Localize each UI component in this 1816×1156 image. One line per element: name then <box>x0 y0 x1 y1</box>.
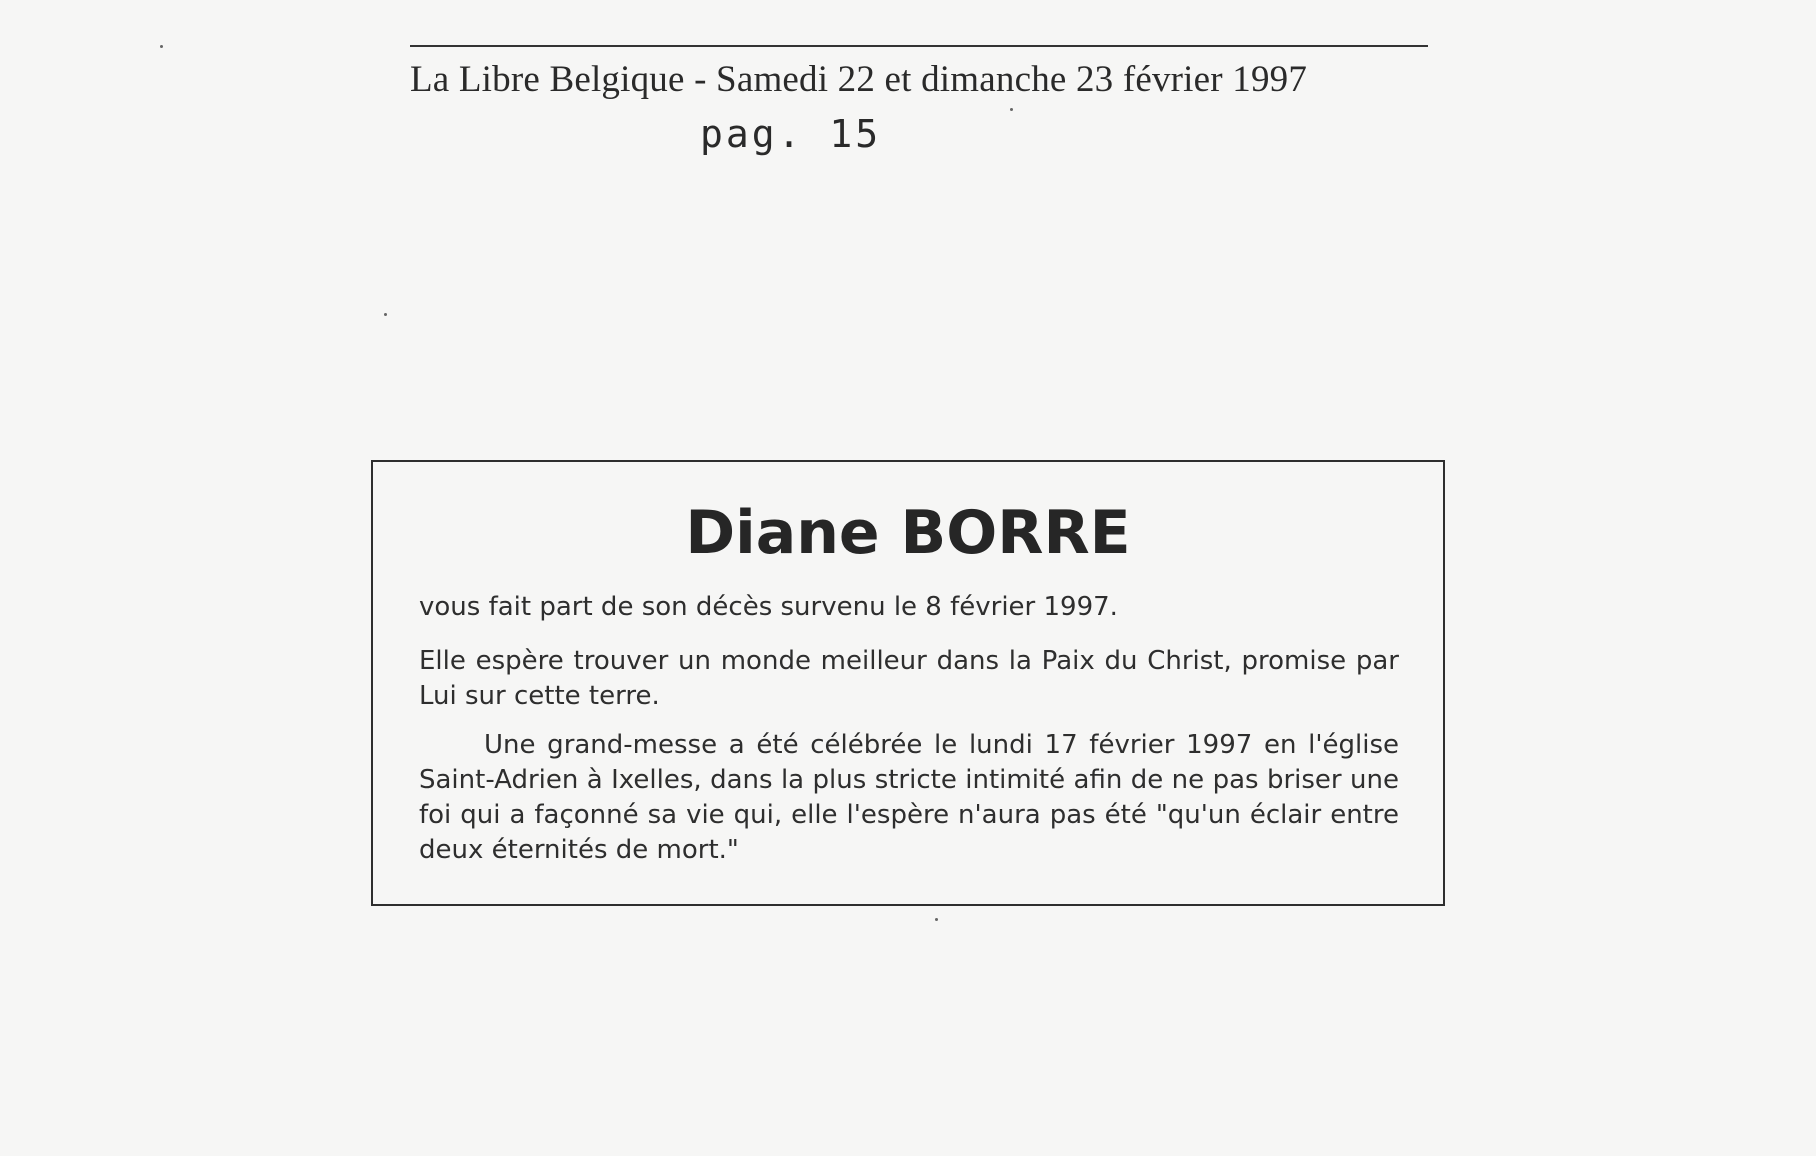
paper-speck <box>384 313 387 316</box>
masthead-rule <box>410 45 1428 47</box>
paper-speck <box>935 918 938 921</box>
paper-speck <box>160 45 163 48</box>
paper-speck <box>1010 108 1013 111</box>
obituary-notice <box>371 460 1445 906</box>
notice-paragraph-3: Une grand-messe a été célébrée le lundi 17 février 1997 en l'église Saint-Adrien à Ixelles, dans la plus stricte intimité afin de ne pas briser une foi qui a façonné sa vie qui, elle l'espère n'aura pas été "qu'un éclair entre deux éternités de mort." <box>419 730 1399 865</box>
deceased-name: Diane BORRE <box>685 498 1131 568</box>
notice-paragraph-1: vous fait part de son décès survenu le 8 février 1997. <box>419 592 1118 622</box>
newspaper-masthead: La Libre Belgique - Samedi 22 et dimanche 23 février 1997 <box>410 59 1308 100</box>
page-reference: pag. 15 <box>700 112 882 156</box>
notice-paragraph-2: Elle espère trouver un monde meilleur dans la Paix du Christ, promise par Lui sur cette terre. <box>419 646 1399 711</box>
